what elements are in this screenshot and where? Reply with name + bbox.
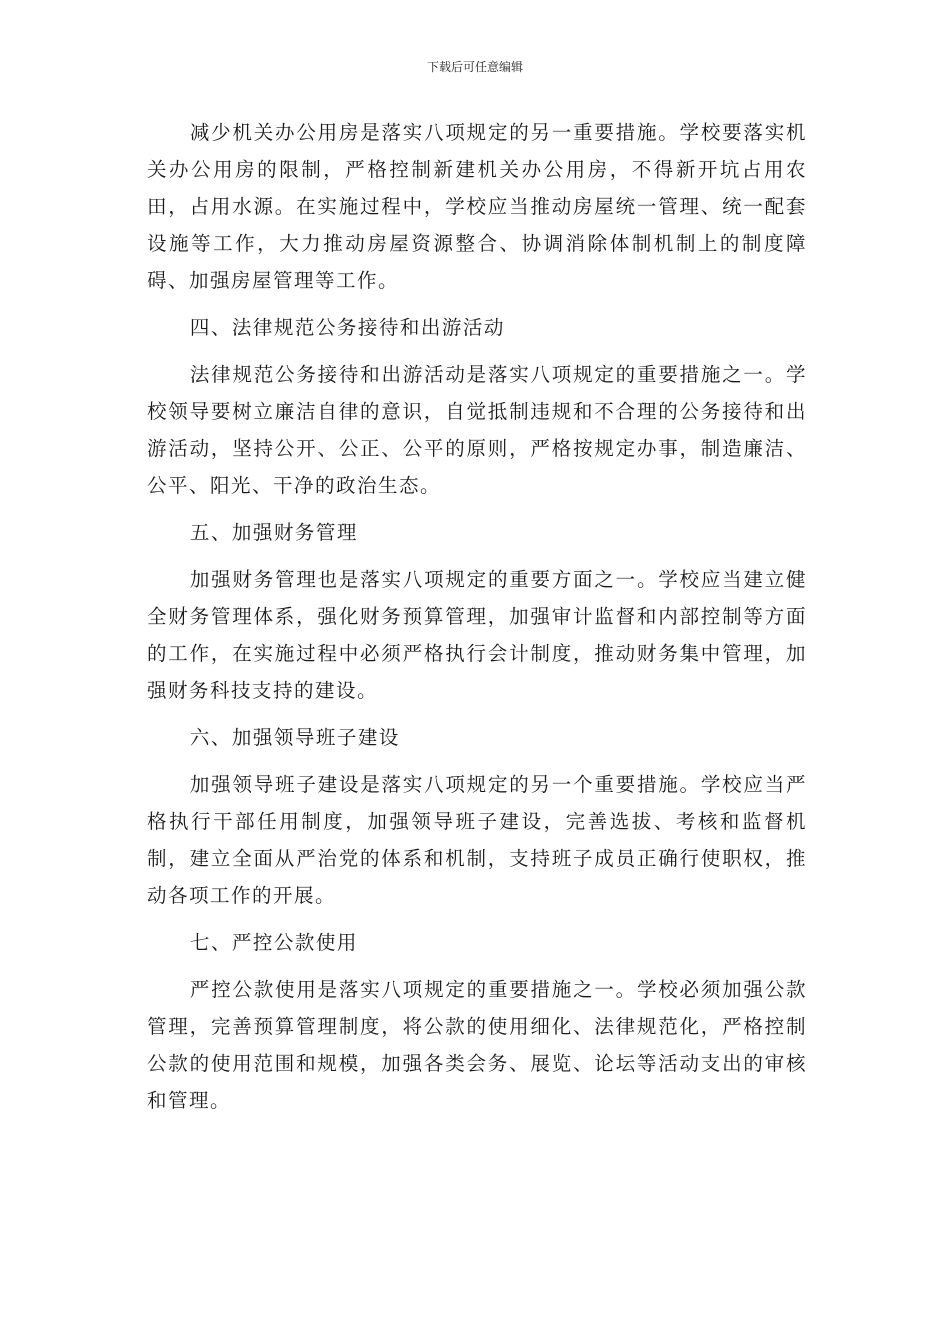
document-body — [147, 114, 807, 1129]
paragraph-finance: 加强财务管理也是落实八项规定的重要方面之一。学校应当建立健全财务管理体系，强化财务预算管理，加强审计监督和内部控制等方面的工作，在实施过程中必须严格执行会计制度，推动财务集中管理，加强财务科技支持的建设。 — [147, 568, 807, 702]
section-heading-5: 五、加强财务管理 — [189, 521, 358, 544]
paragraph-office-space: 减少机关办公用房是落实八项规定的另一重要措施。学校要落实机关办公用房的限制，严格控制新建机关办公用房，不得新开坑占用农田，占用水源。在实施过程中，学校应当推动房屋统一管理、统一配套设施等工作，大力推动房屋资源整合、协调消除体制机制上的制度障碍、加强房屋管理等工作。 — [147, 121, 807, 292]
section-heading-6: 六、加强领导班子建设 — [189, 726, 400, 749]
paragraph-leadership: 加强领导班子建设是落实八项规定的另一个重要措施。学校应当严格执行干部任用制度，加强领导班子建设，完善选拔、考核和监督机制，建立全面从严治党的体系和机制，支持班子成员正确行使职权，推动各项工作的开展。 — [147, 773, 807, 907]
paragraph-public-funds: 严控公款使用是落实八项规定的重要措施之一。学校必须加强公款管理，完善预算管理制度，将公款的使用细化、法律规范化，严格控制公款的使用范围和规模，加强各类会务、展览、论坛等活动支出的审核和管理。 — [147, 978, 807, 1112]
section-heading-7: 七、严控公款使用 — [189, 931, 358, 954]
section-heading-4: 四、法律规范公务接待和出游活动 — [189, 316, 505, 339]
header-note: 下载后可任意编辑 — [426, 60, 523, 74]
paragraph-reception: 法律规范公务接待和出游活动是落实八项规定的重要措施之一。学校领导要树立廉洁自律的意识，自觉抵制违规和不合理的公务接待和出游活动，坚持公开、公正、公平的原则，严格按规定办事，制造廉洁、公平、阳光、干净的政治生态。 — [147, 363, 807, 497]
